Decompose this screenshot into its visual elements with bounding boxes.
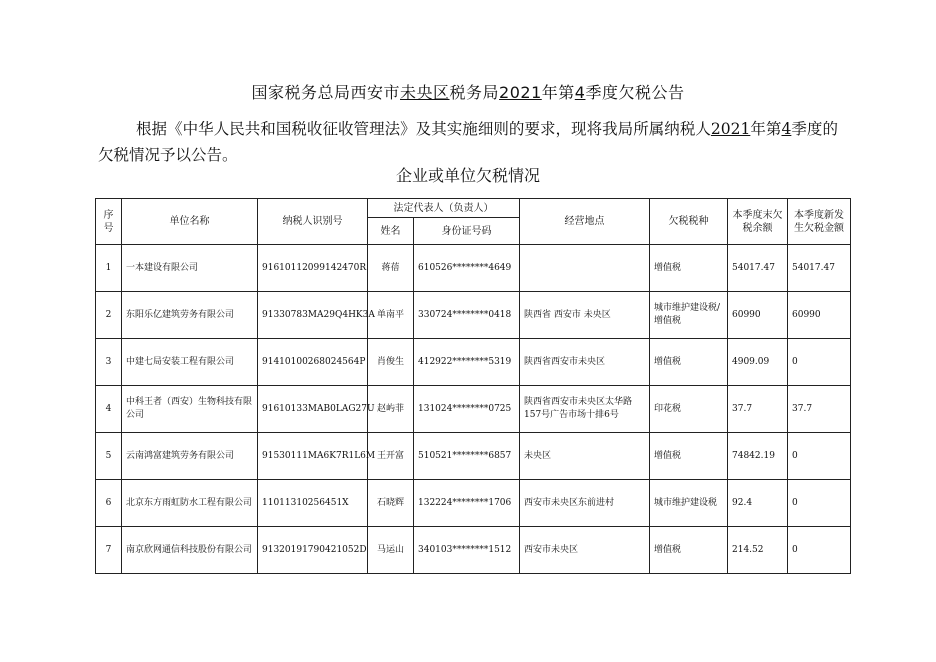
row-balance: 54017.47 [728, 245, 788, 292]
row-balance: 60990 [728, 292, 788, 339]
row-rep-name: 王开富 [368, 433, 414, 480]
row-name: 中科王者（西安）生物科技有限公司 [122, 386, 258, 433]
row-taxid: 91610133MAB0LAG27U [258, 386, 368, 433]
header-name: 单位名称 [122, 199, 258, 245]
row-address: 陕西省西安市未央区太华路157号广告市场十排6号 [520, 386, 650, 433]
table-row [96, 433, 851, 480]
row-name: 一本建设有限公司 [122, 245, 258, 292]
row-name: 中建七局安装工程有限公司 [122, 339, 258, 386]
row-address: 西安市未央区 [520, 527, 650, 574]
row-taxid: 91330783MA29Q4HK3A [258, 292, 368, 339]
row-rep-id: 340103********1512 [414, 527, 520, 574]
row-rep-name: 肖俊生 [368, 339, 414, 386]
row-address: 西安市未央区东前进村 [520, 480, 650, 527]
table-row [96, 386, 851, 433]
header-rep-id: 身份证号码 [414, 218, 520, 245]
header-legal-rep: 法定代表人（负责人） [368, 199, 520, 218]
row-taxid: 91320191790421052D [258, 527, 368, 574]
header-tax-type: 欠税税种 [650, 199, 728, 245]
row-rep-id: 412922********5319 [414, 339, 520, 386]
row-taxid: 91410100268024564P [258, 339, 368, 386]
row-rep-id: 132224********1706 [414, 480, 520, 527]
row-tax-type: 增值税 [650, 527, 728, 574]
row-seq: 5 [96, 433, 122, 480]
header-balance: 本季度末欠税余额 [728, 199, 788, 245]
row-rep-id: 510521********6857 [414, 433, 520, 480]
header-new-owed: 本季度新发生欠税金额 [788, 199, 851, 245]
row-new-owed: 0 [788, 433, 851, 480]
row-new-owed: 60990 [788, 292, 851, 339]
row-seq: 1 [96, 245, 122, 292]
table-row [96, 245, 851, 292]
row-rep-name: 单南平 [368, 292, 414, 339]
notice-title: 国家税务总局西安市未央区税务局2021年第4季度欠税公告 [251, 83, 685, 102]
row-rep-name: 赵屿菲 [368, 386, 414, 433]
row-rep-name: 石晓辉 [368, 480, 414, 527]
row-balance: 4909.09 [728, 339, 788, 386]
row-tax-type: 增值税 [650, 433, 728, 480]
row-new-owed: 0 [788, 339, 851, 386]
intro-paragraph: 根据《中华人民共和国税收征收管理法》及其实施细则的要求，现将我局所属纳税人2021年第4季度的欠税情况予以公告。 [98, 120, 838, 164]
row-name: 云南鸿富建筑劳务有限公司 [122, 433, 258, 480]
row-seq: 7 [96, 527, 122, 574]
table-row [96, 339, 851, 386]
row-balance: 74842.19 [728, 433, 788, 480]
tax-arrears-table [95, 198, 851, 574]
row-rep-name: 蒋蓓 [368, 245, 414, 292]
row-rep-id: 610526********4649 [414, 245, 520, 292]
row-new-owed: 54017.47 [788, 245, 851, 292]
row-rep-name: 马运山 [368, 527, 414, 574]
row-balance: 92.4 [728, 480, 788, 527]
row-taxid: 91530111MA6K7R1L6M [258, 433, 368, 480]
row-address: 未央区 [520, 433, 650, 480]
table-row [96, 527, 851, 574]
row-tax-type: 增值税 [650, 339, 728, 386]
row-name: 南京欣网通信科技股份有限公司 [122, 527, 258, 574]
row-new-owed: 0 [788, 527, 851, 574]
row-seq: 6 [96, 480, 122, 527]
row-seq: 2 [96, 292, 122, 339]
row-tax-type: 印花税 [650, 386, 728, 433]
row-tax-type: 城市维护建设税/增值税 [650, 292, 728, 339]
section-subtitle: 企业或单位欠税情况 [395, 166, 540, 185]
row-name: 北京东方雨虹防水工程有限公司 [122, 480, 258, 527]
row-tax-type: 增值税 [650, 245, 728, 292]
row-seq: 4 [96, 386, 122, 433]
row-address [520, 245, 650, 292]
row-taxid: 11011310256451X [258, 480, 368, 527]
row-balance: 214.52 [728, 527, 788, 574]
header-taxid: 纳税人识别号 [258, 199, 368, 245]
table-row [96, 480, 851, 527]
table-row [96, 292, 851, 339]
row-seq: 3 [96, 339, 122, 386]
row-address: 陕西省 西安市 未央区 [520, 292, 650, 339]
header-rep-name: 姓名 [368, 218, 414, 245]
row-tax-type: 城市维护建设税 [650, 480, 728, 527]
row-new-owed: 37.7 [788, 386, 851, 433]
row-taxid: 91610112099142470R [258, 245, 368, 292]
header-address: 经营地点 [520, 199, 650, 245]
row-name: 东阳乐亿建筑劳务有限公司 [122, 292, 258, 339]
row-balance: 37.7 [728, 386, 788, 433]
row-new-owed: 0 [788, 480, 851, 527]
row-address: 陕西省西安市未央区 [520, 339, 650, 386]
row-rep-id: 330724********0418 [414, 292, 520, 339]
row-rep-id: 131024********0725 [414, 386, 520, 433]
header-seq: 序号 [96, 199, 122, 245]
